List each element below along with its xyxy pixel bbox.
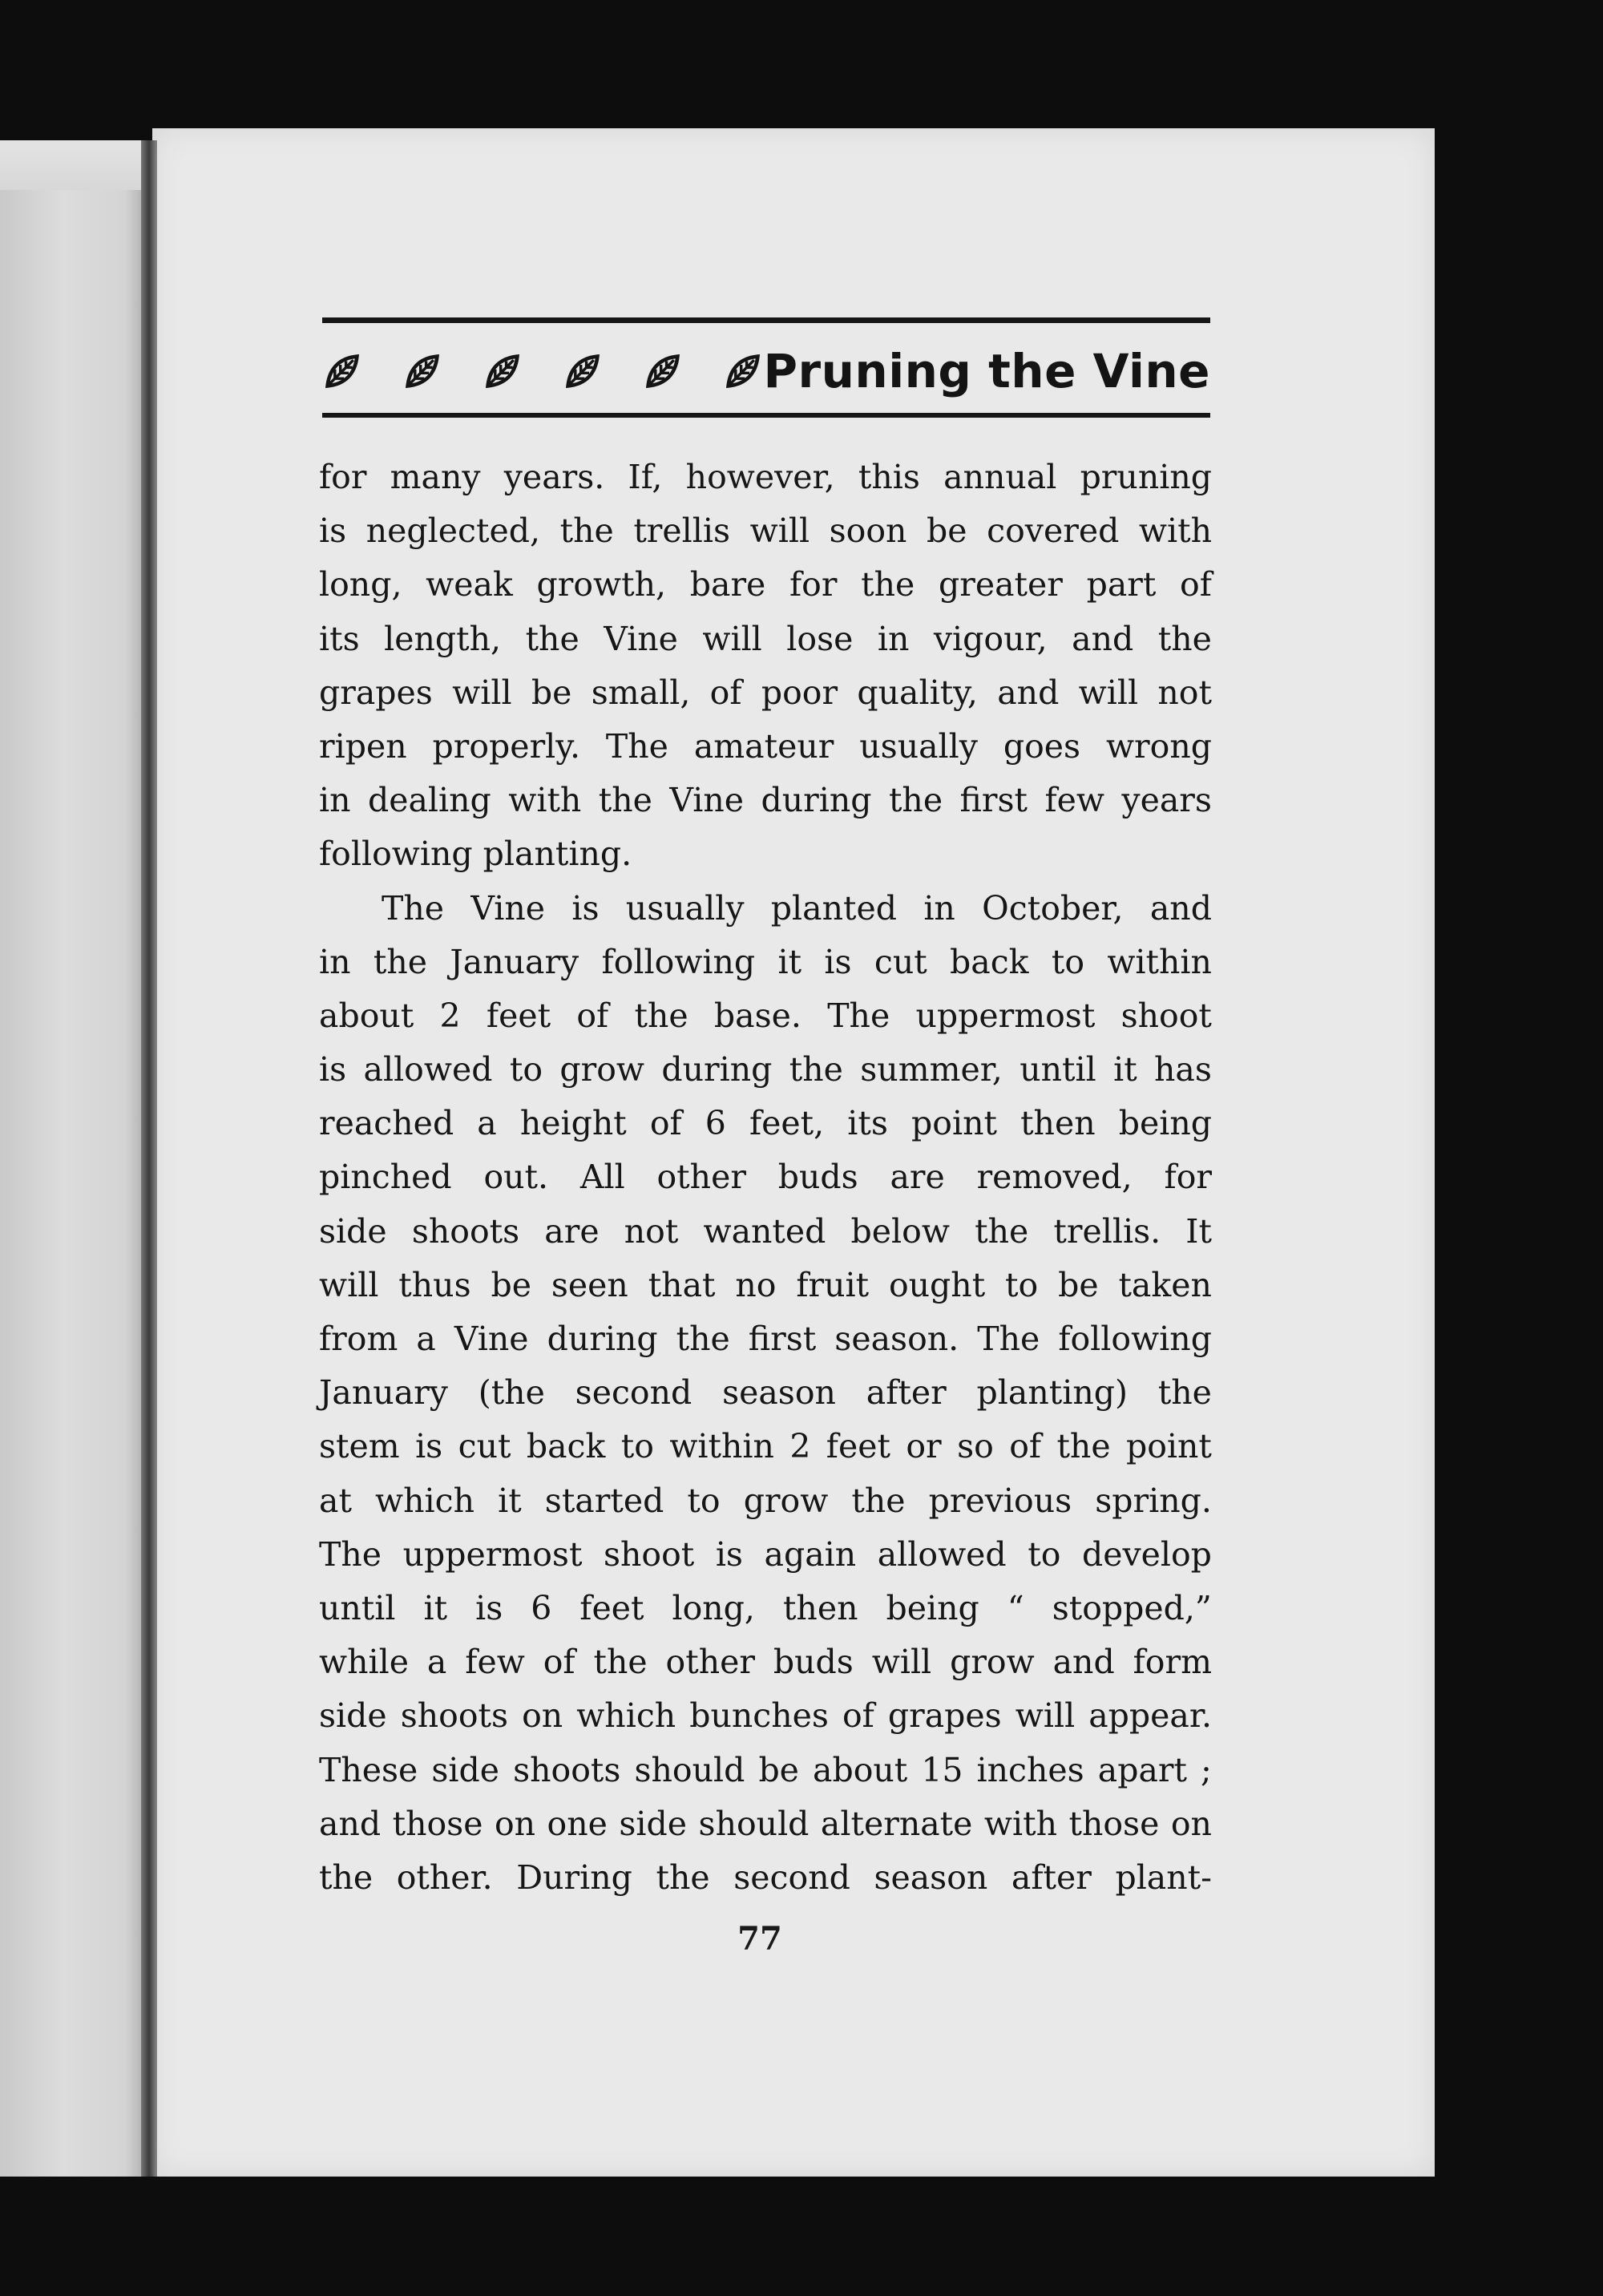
word: The <box>382 888 445 928</box>
leaf-ornament-icon <box>484 353 521 390</box>
word: point <box>911 1104 997 1143</box>
page-body-text <box>319 451 1212 1905</box>
word: shoot <box>1120 996 1212 1035</box>
word: reached <box>319 1104 454 1143</box>
word: of <box>543 1643 575 1682</box>
word: amateur <box>693 726 834 766</box>
word: trellis <box>633 511 731 551</box>
word: at <box>319 1481 352 1520</box>
word: back <box>526 1427 606 1466</box>
word: will <box>319 1265 379 1304</box>
word: however, <box>685 458 835 496</box>
word: cut <box>874 942 927 981</box>
word: with <box>508 781 582 820</box>
word: in <box>923 888 955 928</box>
word: its <box>319 619 360 658</box>
word: few <box>1044 781 1104 820</box>
word: cut <box>458 1427 511 1466</box>
word: should <box>634 1750 745 1789</box>
word: of <box>576 996 609 1035</box>
word: so <box>957 1427 994 1466</box>
word: then <box>1020 1104 1096 1143</box>
word: feet, <box>749 1104 825 1143</box>
word: long, <box>319 565 402 604</box>
word: is <box>319 1050 347 1089</box>
word: growth, <box>536 565 667 604</box>
word: It <box>1185 1211 1212 1251</box>
word: following <box>1058 1320 1212 1358</box>
word: Vine <box>669 781 745 820</box>
word: the <box>851 1481 906 1520</box>
word: are <box>890 1158 945 1197</box>
word: on <box>522 1696 563 1736</box>
word: second <box>575 1373 692 1413</box>
word: in <box>319 781 351 820</box>
word: height <box>519 1104 627 1143</box>
word: uppermost <box>915 996 1096 1035</box>
text-line <box>319 989 1212 1043</box>
word: is <box>319 511 347 551</box>
word: shoots <box>400 1696 509 1736</box>
word: until <box>319 1588 396 1627</box>
word: its <box>847 1104 888 1143</box>
word: taken <box>1118 1265 1212 1304</box>
word: goes <box>1003 726 1081 766</box>
word: the <box>1157 1373 1212 1413</box>
text-line <box>319 504 1212 558</box>
word: wrong <box>1105 726 1212 766</box>
word: spring. <box>1095 1481 1212 1520</box>
word: long, <box>672 1588 755 1627</box>
word: not <box>1157 673 1212 712</box>
word: pinched <box>319 1158 452 1197</box>
word: to <box>687 1481 721 1520</box>
word: thus <box>398 1265 471 1304</box>
word: seen <box>551 1265 628 1304</box>
word: planting) <box>976 1373 1128 1413</box>
word: to <box>509 1050 543 1089</box>
word: be <box>491 1265 531 1304</box>
word: the <box>1157 619 1212 658</box>
word: a <box>477 1104 497 1143</box>
running-header <box>322 335 1210 407</box>
text-line <box>319 1205 1212 1259</box>
text-line <box>319 1420 1212 1473</box>
running-head-title: Pruning the Vine <box>763 344 1210 398</box>
word: other <box>656 1158 746 1197</box>
word: a <box>426 1643 447 1682</box>
word: The <box>977 1320 1040 1358</box>
word: first <box>959 781 1028 820</box>
word: until <box>1020 1050 1096 1089</box>
word: on <box>494 1804 536 1843</box>
word: will <box>749 511 810 551</box>
text-line <box>319 1528 1212 1582</box>
word: to <box>1051 942 1085 981</box>
word: about <box>319 996 414 1035</box>
word: below <box>850 1211 950 1251</box>
word: feet <box>826 1427 890 1466</box>
word: will <box>871 1643 932 1682</box>
word: first <box>748 1320 817 1358</box>
word: shoot <box>603 1534 695 1574</box>
word: during <box>661 1050 773 1089</box>
word: greater <box>939 565 1063 604</box>
word: feet <box>486 996 551 1035</box>
word: feet <box>579 1588 644 1627</box>
word: and <box>1149 888 1212 928</box>
word: season <box>874 1857 988 1897</box>
word: shoots <box>411 1211 520 1251</box>
word: following <box>601 942 756 981</box>
word: January <box>319 1373 448 1413</box>
word: alternate <box>820 1804 973 1843</box>
word: with <box>1138 511 1212 551</box>
text-line <box>319 1689 1212 1743</box>
word: out. <box>483 1158 549 1197</box>
word: 15 <box>921 1750 963 1789</box>
word: in <box>319 942 351 981</box>
text-line <box>319 666 1212 720</box>
word: the <box>559 511 614 551</box>
word: weak <box>426 565 513 604</box>
word: a <box>416 1320 436 1358</box>
word: other <box>665 1643 755 1682</box>
text-line <box>319 882 1212 936</box>
word: for <box>1164 1158 1212 1197</box>
word: after <box>866 1373 947 1413</box>
word: The <box>605 726 668 766</box>
word: will <box>702 619 762 658</box>
word: base. <box>713 996 802 1035</box>
word: grapes <box>887 1696 1002 1736</box>
word: inches <box>976 1750 1084 1789</box>
word: to <box>1028 1534 1061 1574</box>
word: and <box>319 1804 382 1843</box>
header-rule-top <box>322 317 1210 323</box>
word: being <box>886 1588 979 1627</box>
word: those <box>392 1804 483 1843</box>
header-rule-bottom <box>322 413 1210 418</box>
text-line <box>319 1744 1212 1797</box>
word: for <box>319 458 367 496</box>
word: stopped,” <box>1052 1588 1212 1627</box>
word: The <box>827 996 890 1035</box>
leaf-ornament-icon <box>725 353 761 390</box>
word: buds <box>773 1643 854 1682</box>
word: season. <box>834 1320 959 1358</box>
word: buds <box>777 1158 858 1197</box>
word: grapes <box>319 673 433 712</box>
word: appear. <box>1088 1696 1212 1736</box>
word: grow <box>743 1481 829 1520</box>
word: or <box>906 1427 942 1466</box>
word: poor <box>761 673 838 712</box>
word: is <box>475 1588 503 1627</box>
word: annual <box>943 458 1057 496</box>
text-line <box>319 774 1212 827</box>
word: years. <box>503 458 605 496</box>
word: 2 <box>789 1427 811 1466</box>
ornament-row <box>324 353 761 390</box>
word: being <box>1118 1104 1212 1143</box>
word: pruning <box>1080 458 1212 496</box>
word: side <box>619 1804 688 1843</box>
word: other. <box>396 1857 493 1897</box>
word: be <box>531 673 572 712</box>
word: soon <box>829 511 907 551</box>
word: ; <box>1201 1750 1212 1789</box>
word: (the <box>478 1373 545 1413</box>
word: it <box>498 1481 522 1520</box>
word: during <box>761 781 872 820</box>
word: about <box>813 1750 908 1789</box>
word: and <box>1052 1643 1115 1682</box>
word: is <box>715 1534 743 1574</box>
word: point <box>1125 1427 1212 1466</box>
word: for <box>789 565 838 604</box>
word: of <box>649 1104 682 1143</box>
word: planted <box>770 888 897 928</box>
facing-page-edge <box>0 140 156 2177</box>
word: trellis. <box>1053 1211 1161 1251</box>
word: the <box>373 942 427 981</box>
word: is <box>824 942 852 981</box>
word: from <box>319 1320 398 1358</box>
word: the <box>1056 1427 1111 1466</box>
word: apart <box>1097 1750 1187 1789</box>
text-line <box>319 1582 1212 1635</box>
word: be <box>758 1750 799 1789</box>
word: then <box>782 1588 858 1627</box>
text-line <box>319 1635 1212 1689</box>
word: it <box>777 942 802 981</box>
word: after <box>1011 1857 1092 1897</box>
word: to <box>620 1427 654 1466</box>
word: 2 <box>439 996 461 1035</box>
text-line <box>319 1851 1212 1905</box>
word: usually <box>859 726 978 766</box>
word: be <box>927 511 967 551</box>
word: small, <box>591 673 691 712</box>
word: properly. <box>432 726 581 766</box>
word: 6 <box>531 1588 552 1627</box>
word: If, <box>628 458 663 496</box>
word: grow <box>559 1050 644 1089</box>
word: develop <box>1081 1534 1212 1574</box>
text-line <box>319 1150 1212 1204</box>
word: 6 <box>705 1104 726 1143</box>
word: the <box>789 1050 843 1089</box>
word: covered <box>987 511 1120 551</box>
word: previous <box>928 1481 1072 1520</box>
text-line <box>319 1797 1212 1851</box>
word: dealing <box>367 781 491 820</box>
word: will <box>452 673 512 712</box>
text-line <box>319 1259 1212 1312</box>
text-line <box>319 936 1212 989</box>
word: should <box>698 1804 810 1843</box>
word: not <box>624 1211 679 1251</box>
word: side <box>319 1211 387 1251</box>
word: quality, <box>857 673 978 712</box>
book-gutter <box>141 140 157 2177</box>
word: will <box>1078 673 1139 712</box>
text-line <box>319 612 1212 666</box>
word: wanted <box>703 1211 826 1251</box>
word: years <box>1121 781 1212 820</box>
word: few <box>465 1643 525 1682</box>
word: while <box>319 1643 409 1682</box>
word: with <box>983 1804 1057 1843</box>
leaf-ornament-icon <box>324 353 361 390</box>
word: on <box>1170 1804 1212 1843</box>
word: within <box>669 1427 774 1466</box>
word: stem <box>319 1427 400 1466</box>
word: The <box>319 1534 382 1574</box>
word: during <box>547 1320 658 1358</box>
leaf-ornament-icon <box>404 353 441 390</box>
word: fruit <box>796 1265 870 1304</box>
word: of <box>709 673 742 712</box>
leaf-ornament-icon <box>644 353 681 390</box>
word: one <box>547 1804 608 1843</box>
word: usually <box>625 888 745 928</box>
word: bare <box>689 565 766 604</box>
word: this <box>858 458 920 496</box>
word: in <box>877 619 910 658</box>
word: bunches <box>689 1696 829 1736</box>
word: again <box>764 1534 857 1574</box>
word: lose <box>786 619 854 658</box>
word: second <box>733 1857 850 1897</box>
word: that <box>648 1265 716 1304</box>
word: These <box>319 1750 418 1789</box>
word: part <box>1086 565 1157 604</box>
word: vigour, <box>933 619 1048 658</box>
word: which <box>375 1481 474 1520</box>
word: many <box>390 458 481 496</box>
word: will <box>1015 1696 1076 1736</box>
word: allowed <box>877 1534 1007 1574</box>
word: January <box>450 942 579 981</box>
word: season <box>722 1373 836 1413</box>
word: has <box>1154 1050 1212 1089</box>
word: are <box>544 1211 600 1251</box>
word: of <box>842 1696 874 1736</box>
word: grow <box>950 1643 1035 1682</box>
text-line <box>319 1474 1212 1528</box>
word: All <box>579 1158 625 1197</box>
leaf-ornament-icon <box>564 353 601 390</box>
text-line: following planting. <box>319 835 632 874</box>
word: the <box>975 1211 1029 1251</box>
word: the <box>598 781 652 820</box>
word: summer, <box>860 1050 1003 1089</box>
word: which <box>576 1696 676 1736</box>
word: plant- <box>1115 1857 1212 1897</box>
word: and <box>1072 619 1134 658</box>
word: uppermost <box>402 1534 583 1574</box>
word: it <box>1113 1050 1137 1089</box>
word: side <box>319 1696 387 1736</box>
text-line <box>319 451 1212 504</box>
word: Vine <box>604 619 678 658</box>
word: the <box>861 565 915 604</box>
text-line <box>319 558 1212 612</box>
word: Vine <box>470 888 546 928</box>
word: the <box>676 1320 730 1358</box>
word: length, <box>384 619 502 658</box>
word: the <box>656 1857 710 1897</box>
word: no <box>735 1265 777 1304</box>
word: is <box>415 1427 443 1466</box>
word: is <box>571 888 600 928</box>
word: removed, <box>976 1158 1133 1197</box>
text-line <box>319 720 1212 774</box>
word: of <box>1180 565 1212 604</box>
text-line <box>319 1312 1212 1366</box>
word: side <box>431 1750 500 1789</box>
word: allowed <box>363 1050 493 1089</box>
word: During <box>516 1857 632 1897</box>
word: the <box>319 1857 373 1897</box>
word: to <box>1005 1265 1039 1304</box>
word: the <box>888 781 943 820</box>
word: shoots <box>513 1750 621 1789</box>
word: “ <box>1007 1588 1024 1627</box>
word: within <box>1107 942 1212 981</box>
text-line <box>319 1097 1212 1150</box>
word: and <box>997 673 1060 712</box>
word: the <box>593 1643 648 1682</box>
text-line <box>319 1366 1212 1420</box>
word: those <box>1068 1804 1160 1843</box>
word: of <box>1009 1427 1042 1466</box>
word: ripen <box>319 726 407 766</box>
word: October, <box>982 888 1124 928</box>
word: the <box>634 996 688 1035</box>
word: ought <box>888 1265 986 1304</box>
word: Vine <box>454 1320 529 1358</box>
word: started <box>544 1481 664 1520</box>
word: back <box>950 942 1029 981</box>
word: form <box>1133 1643 1212 1682</box>
word: the <box>525 619 579 658</box>
page-number-label: 77 <box>737 1920 782 1958</box>
word: neglected, <box>365 511 541 551</box>
word: be <box>1058 1265 1099 1304</box>
page-number <box>0 1920 1603 1958</box>
word: it <box>423 1588 448 1627</box>
text-line <box>319 1043 1212 1097</box>
